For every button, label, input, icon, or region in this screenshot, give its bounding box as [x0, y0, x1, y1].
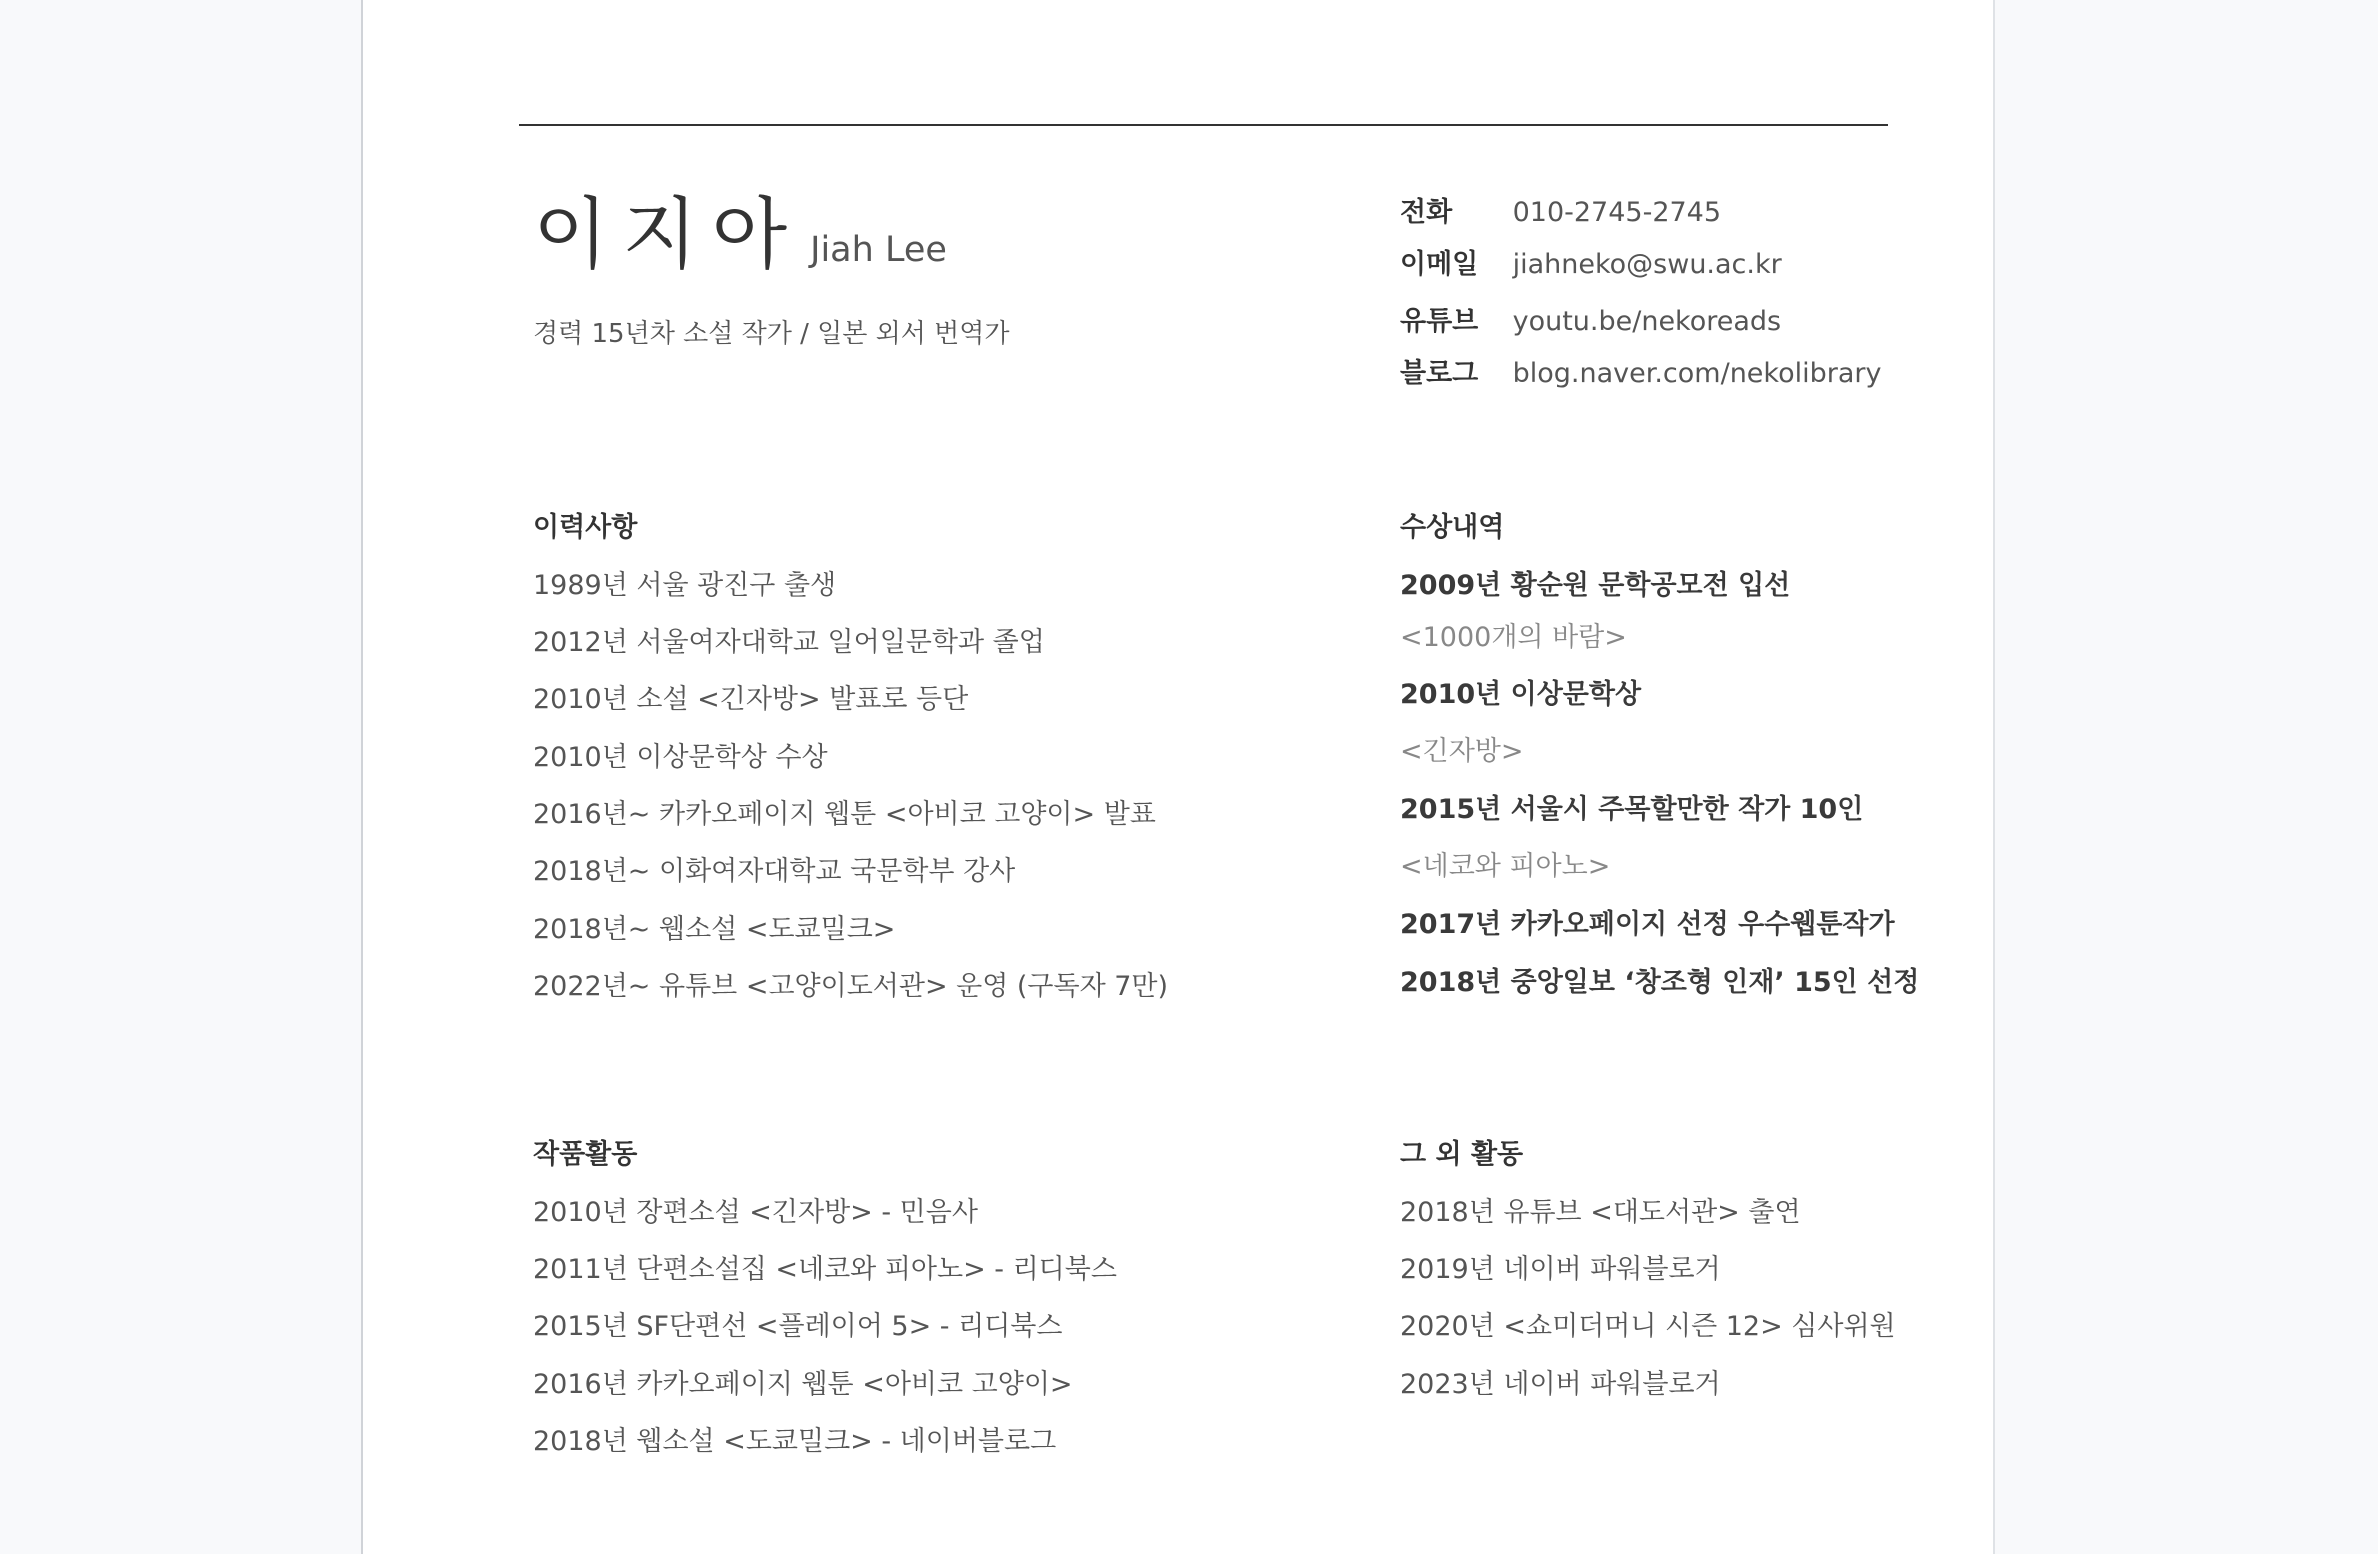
name-block — [533, 172, 947, 284]
list-item: 2019년 네이버 파워블로거 — [1400, 1254, 1721, 1285]
list-item: 2016년~ 카카오페이지 웹툰 <아비코 고양이> 발표 — [533, 799, 1156, 830]
career-tagline: 경력 15년차 소설 작가 / 일본 외서 번역가 — [533, 319, 1010, 349]
list-item: 1989년 서울 광진구 출생 — [533, 570, 837, 601]
award-work: <긴자방> — [1400, 736, 1524, 767]
award-title: 2017년 카카오페이지 선정 우수웹툰작가 — [1400, 909, 1895, 940]
list-item: 2012년 서울여자대학교 일어일문학과 졸업 — [533, 627, 1045, 658]
name-english: Jiah Lee — [810, 230, 947, 270]
section-title: 그 외 활동 — [1400, 1139, 1524, 1170]
list-item: 2016년 카카오페이지 웹툰 <아비코 고양이> — [533, 1369, 1073, 1400]
list-item: 2011년 단편소설집 <네코와 피아노> - 리디북스 — [533, 1254, 1117, 1285]
contact-email — [1400, 242, 1782, 281]
list-item: 2010년 소설 <긴자방> 발표로 등단 — [533, 684, 969, 715]
award-title: 2009년 황순원 문학공모전 입선 — [1400, 570, 1791, 601]
list-item: 2018년 웹소설 <도쿄밀크> - 네이버블로그 — [533, 1426, 1057, 1457]
contact-label: 이메일 — [1400, 249, 1479, 280]
contact-label: 전화 — [1400, 197, 1453, 228]
contact-label: 블로그 — [1400, 358, 1479, 389]
list-item: 2010년 장편소설 <긴자방> - 민음사 — [533, 1197, 978, 1228]
award-title: 2015년 서울시 주목할만한 작가 10인 — [1400, 794, 1864, 825]
list-item: 2023년 네이버 파워블로거 — [1400, 1369, 1721, 1400]
list-item: 2022년~ 유튜브 <고양이도서관> 운영 (구독자 7만) — [533, 971, 1169, 1002]
award-title: 2018년 중앙일보 ‘창조형 인재’ 15인 선정 — [1400, 967, 1920, 998]
name-korean: 이지아 — [533, 190, 802, 280]
award-work: <1000개의 바람> — [1400, 622, 1627, 653]
contact-blog — [1400, 351, 1881, 390]
section-title: 수상내역 — [1400, 512, 1505, 543]
contact-label: 유튜브 — [1400, 306, 1479, 337]
email-address: jiahneko@swu.ac.kr — [1512, 249, 1782, 280]
list-item: 2020년 <쇼미더머니 시즌 12> 심사위원 — [1400, 1311, 1896, 1342]
resume-page — [361, 0, 1995, 1554]
list-item: 2018년~ 이화여자대학교 국문학부 강사 — [533, 856, 1016, 887]
contact-youtube — [1400, 299, 1781, 338]
list-item: 2010년 이상문학상 수상 — [533, 742, 828, 773]
award-work: <네코와 피아노> — [1400, 851, 1611, 882]
list-item: 2015년 SF단편선 <플레이어 5> - 리디북스 — [533, 1311, 1063, 1342]
list-item: 2018년 유튜브 <대도서관> 출연 — [1400, 1197, 1801, 1228]
header-divider — [519, 124, 1888, 126]
list-item: 2018년~ 웹소설 <도쿄밀크> — [533, 914, 896, 945]
blog-link: blog.naver.com/nekolibrary — [1512, 358, 1882, 389]
contact-phone — [1400, 190, 1721, 229]
section-title: 이력사항 — [533, 512, 638, 543]
section-title: 작품활동 — [533, 1139, 638, 1170]
youtube-link: youtu.be/nekoreads — [1512, 306, 1782, 337]
phone-number: 010-2745-2745 — [1512, 197, 1722, 228]
award-title: 2010년 이상문학상 — [1400, 679, 1642, 710]
